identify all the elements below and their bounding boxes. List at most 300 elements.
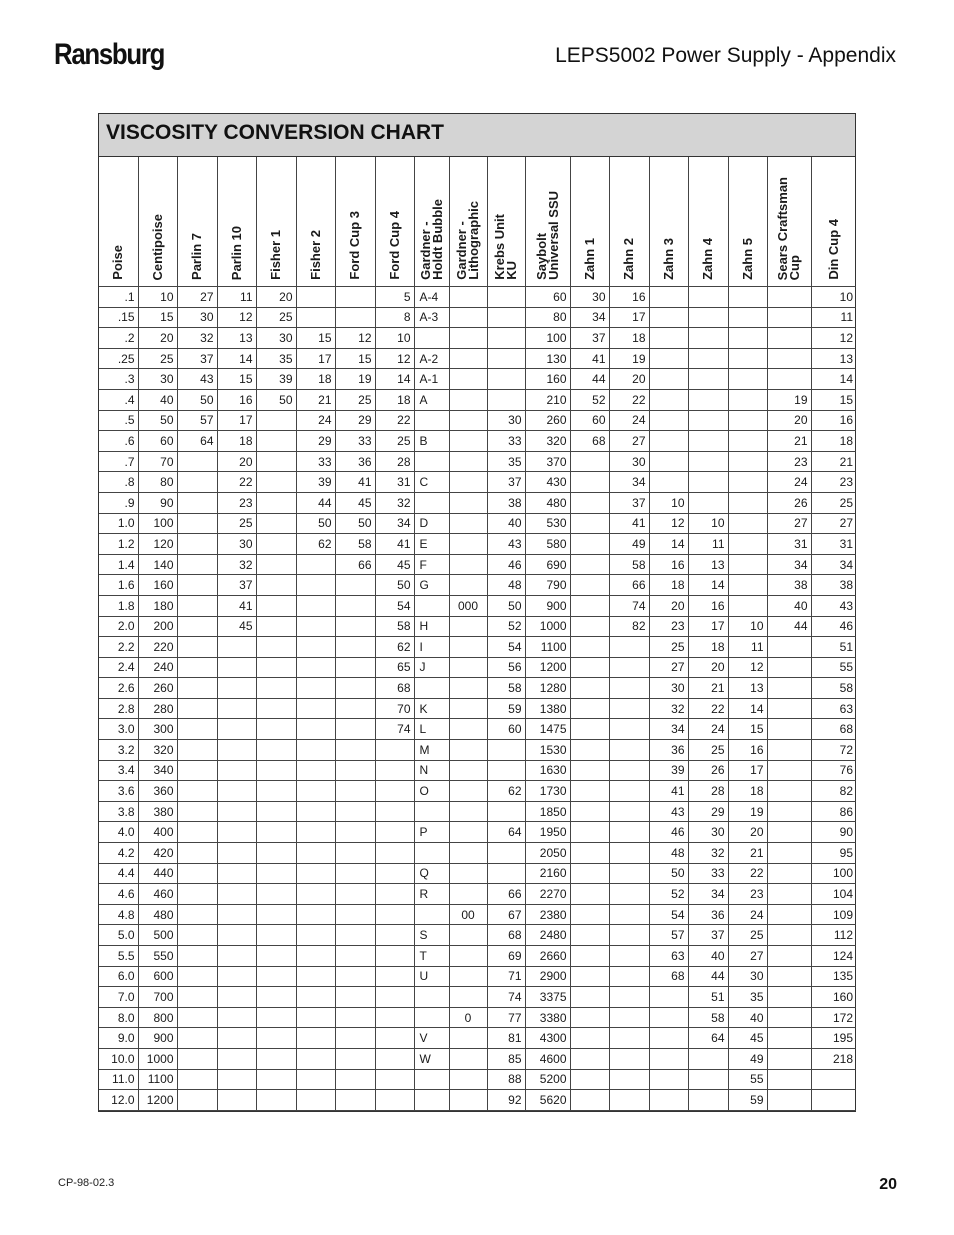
cell-fisher1 bbox=[256, 1069, 296, 1090]
cell-din4: 16 bbox=[811, 410, 856, 431]
column-label: Zahn 4 bbox=[700, 238, 715, 280]
column-header-din4 bbox=[811, 157, 856, 287]
column-header-ford3 bbox=[335, 157, 375, 287]
cell-sears bbox=[767, 1090, 811, 1111]
cell-parlin10: 11 bbox=[217, 287, 256, 308]
cell-ford3 bbox=[335, 1048, 375, 1069]
cell-saybolt: 3375 bbox=[525, 987, 570, 1008]
cell-centipoise: 70 bbox=[138, 451, 177, 472]
cell-saybolt: 2270 bbox=[525, 884, 570, 905]
cell-krebs bbox=[487, 307, 525, 328]
cell-parlin10: 13 bbox=[217, 328, 256, 349]
cell-krebs bbox=[487, 843, 525, 864]
cell-zahn5: 55 bbox=[728, 1069, 767, 1090]
cell-zahn1 bbox=[570, 863, 609, 884]
cell-zahn5: 21 bbox=[728, 843, 767, 864]
column-header-saybolt bbox=[525, 157, 570, 287]
cell-zahn4 bbox=[688, 431, 728, 452]
column-header-zahn3 bbox=[649, 157, 688, 287]
cell-zahn3: 10 bbox=[649, 492, 688, 513]
cell-saybolt: 5620 bbox=[525, 1090, 570, 1111]
cell-krebs bbox=[487, 369, 525, 390]
cell-centipoise: 20 bbox=[138, 328, 177, 349]
table-row bbox=[99, 1007, 856, 1028]
cell-zahn3: 23 bbox=[649, 616, 688, 637]
cell-krebs: 54 bbox=[487, 637, 525, 658]
cell-zahn4: 28 bbox=[688, 781, 728, 802]
cell-gardner_holdt: S bbox=[414, 925, 449, 946]
cell-zahn5: 14 bbox=[728, 698, 767, 719]
cell-parlin10 bbox=[217, 719, 256, 740]
cell-poise: 3.6 bbox=[99, 781, 138, 802]
cell-krebs: 46 bbox=[487, 554, 525, 575]
cell-zahn3 bbox=[649, 287, 688, 308]
column-header-krebs bbox=[487, 157, 525, 287]
table-row bbox=[99, 431, 856, 452]
table-row bbox=[99, 451, 856, 472]
cell-zahn3 bbox=[649, 1007, 688, 1028]
cell-parlin7 bbox=[177, 1028, 217, 1049]
cell-fisher1 bbox=[256, 575, 296, 596]
cell-sears: 21 bbox=[767, 431, 811, 452]
cell-centipoise: 25 bbox=[138, 348, 177, 369]
cell-gardner_litho: 000 bbox=[449, 595, 487, 616]
cell-zahn4: 18 bbox=[688, 637, 728, 658]
cell-gardner_litho bbox=[449, 863, 487, 884]
cell-zahn3: 12 bbox=[649, 513, 688, 534]
cell-saybolt: 320 bbox=[525, 431, 570, 452]
cell-krebs: 50 bbox=[487, 595, 525, 616]
cell-gardner_holdt: D bbox=[414, 513, 449, 534]
cell-parlin10 bbox=[217, 987, 256, 1008]
cell-zahn4: 40 bbox=[688, 946, 728, 967]
cell-zahn4: 26 bbox=[688, 760, 728, 781]
column-label: Zahn 2 bbox=[621, 238, 636, 280]
cell-ford4 bbox=[375, 946, 414, 967]
cell-zahn2 bbox=[609, 843, 649, 864]
cell-sears: 27 bbox=[767, 513, 811, 534]
table-row bbox=[99, 472, 856, 493]
cell-zahn4: 36 bbox=[688, 904, 728, 925]
cell-din4: 100 bbox=[811, 863, 856, 884]
cell-sears: 40 bbox=[767, 595, 811, 616]
cell-din4 bbox=[811, 1090, 856, 1111]
cell-saybolt: 60 bbox=[525, 287, 570, 308]
cell-zahn2: 20 bbox=[609, 369, 649, 390]
cell-ford4: 41 bbox=[375, 534, 414, 555]
cell-din4: 43 bbox=[811, 595, 856, 616]
cell-centipoise: 800 bbox=[138, 1007, 177, 1028]
cell-parlin10 bbox=[217, 966, 256, 987]
cell-krebs bbox=[487, 287, 525, 308]
cell-parlin7: 64 bbox=[177, 431, 217, 452]
cell-din4: 15 bbox=[811, 389, 856, 410]
cell-poise: 3.4 bbox=[99, 760, 138, 781]
cell-krebs bbox=[487, 389, 525, 410]
cell-zahn3 bbox=[649, 348, 688, 369]
cell-zahn1 bbox=[570, 534, 609, 555]
cell-gardner_holdt bbox=[414, 987, 449, 1008]
cell-zahn2 bbox=[609, 637, 649, 658]
document-title: LEPS5002 Power Supply - Appendix bbox=[555, 44, 896, 67]
cell-zahn2 bbox=[609, 884, 649, 905]
cell-zahn5 bbox=[728, 595, 767, 616]
cell-fisher2 bbox=[296, 616, 335, 637]
cell-ford3 bbox=[335, 616, 375, 637]
cell-gardner_litho bbox=[449, 616, 487, 637]
cell-zahn3 bbox=[649, 328, 688, 349]
cell-gardner_litho bbox=[449, 1069, 487, 1090]
cell-saybolt: 260 bbox=[525, 410, 570, 431]
cell-zahn1: 68 bbox=[570, 431, 609, 452]
cell-parlin10 bbox=[217, 1069, 256, 1090]
cell-centipoise: 60 bbox=[138, 431, 177, 452]
cell-fisher1 bbox=[256, 513, 296, 534]
cell-gardner_litho bbox=[449, 740, 487, 761]
cell-ford4: 14 bbox=[375, 369, 414, 390]
cell-zahn5: 22 bbox=[728, 863, 767, 884]
cell-fisher1 bbox=[256, 431, 296, 452]
cell-sears bbox=[767, 678, 811, 699]
cell-saybolt: 430 bbox=[525, 472, 570, 493]
cell-zahn5: 17 bbox=[728, 760, 767, 781]
column-label: Poise bbox=[110, 245, 126, 280]
cell-din4: 135 bbox=[811, 966, 856, 987]
cell-krebs: 40 bbox=[487, 513, 525, 534]
cell-gardner_holdt: I bbox=[414, 637, 449, 658]
cell-gardner_litho bbox=[449, 554, 487, 575]
cell-centipoise: 600 bbox=[138, 966, 177, 987]
cell-zahn1 bbox=[570, 1048, 609, 1069]
cell-saybolt: 2050 bbox=[525, 843, 570, 864]
cell-zahn3 bbox=[649, 410, 688, 431]
cell-fisher2 bbox=[296, 801, 335, 822]
cell-zahn5: 35 bbox=[728, 987, 767, 1008]
cell-zahn4 bbox=[688, 492, 728, 513]
cell-din4: 18 bbox=[811, 431, 856, 452]
cell-zahn5 bbox=[728, 472, 767, 493]
cell-fisher2 bbox=[296, 595, 335, 616]
cell-gardner_litho bbox=[449, 492, 487, 513]
cell-parlin10 bbox=[217, 843, 256, 864]
cell-din4: 112 bbox=[811, 925, 856, 946]
cell-fisher1 bbox=[256, 410, 296, 431]
cell-gardner_holdt: C bbox=[414, 472, 449, 493]
cell-ford3 bbox=[335, 822, 375, 843]
cell-gardner_holdt bbox=[414, 1069, 449, 1090]
column-header-sears bbox=[767, 157, 811, 287]
cell-gardner_litho bbox=[449, 781, 487, 802]
cell-fisher2 bbox=[296, 698, 335, 719]
cell-krebs: 33 bbox=[487, 431, 525, 452]
cell-sears bbox=[767, 698, 811, 719]
cell-zahn2 bbox=[609, 698, 649, 719]
cell-zahn4: 21 bbox=[688, 678, 728, 699]
cell-zahn1: 60 bbox=[570, 410, 609, 431]
table-row bbox=[99, 925, 856, 946]
cell-fisher1 bbox=[256, 781, 296, 802]
cell-gardner_holdt: V bbox=[414, 1028, 449, 1049]
cell-poise: 2.2 bbox=[99, 637, 138, 658]
column-label: Din Cup 4 bbox=[825, 219, 841, 280]
table-row bbox=[99, 987, 856, 1008]
cell-zahn3: 52 bbox=[649, 884, 688, 905]
cell-gardner_holdt bbox=[414, 1090, 449, 1111]
cell-zahn1 bbox=[570, 1069, 609, 1090]
cell-parlin7: 37 bbox=[177, 348, 217, 369]
cell-zahn3: 18 bbox=[649, 575, 688, 596]
viscosity-table bbox=[99, 157, 856, 1111]
cell-zahn3: 16 bbox=[649, 554, 688, 575]
cell-parlin10 bbox=[217, 1090, 256, 1111]
cell-zahn2: 82 bbox=[609, 616, 649, 637]
cell-krebs: 85 bbox=[487, 1048, 525, 1069]
cell-poise: 8.0 bbox=[99, 1007, 138, 1028]
cell-gardner_litho: 00 bbox=[449, 904, 487, 925]
cell-parlin7 bbox=[177, 904, 217, 925]
cell-fisher1 bbox=[256, 492, 296, 513]
cell-fisher2 bbox=[296, 987, 335, 1008]
cell-zahn5: 13 bbox=[728, 678, 767, 699]
cell-zahn1 bbox=[570, 451, 609, 472]
cell-krebs: 43 bbox=[487, 534, 525, 555]
cell-fisher2: 50 bbox=[296, 513, 335, 534]
cell-poise: 3.2 bbox=[99, 740, 138, 761]
cell-krebs: 35 bbox=[487, 451, 525, 472]
table-row bbox=[99, 740, 856, 761]
cell-centipoise: 10 bbox=[138, 287, 177, 308]
column-label: Parlin 10 bbox=[228, 225, 244, 280]
cell-poise: 9.0 bbox=[99, 1028, 138, 1049]
cell-parlin7 bbox=[177, 1090, 217, 1111]
cell-din4: 195 bbox=[811, 1028, 856, 1049]
cell-zahn4: 30 bbox=[688, 822, 728, 843]
cell-sears bbox=[767, 987, 811, 1008]
cell-zahn1 bbox=[570, 492, 609, 513]
cell-sears bbox=[767, 843, 811, 864]
cell-parlin7 bbox=[177, 534, 217, 555]
cell-gardner_litho bbox=[449, 1028, 487, 1049]
cell-ford3 bbox=[335, 863, 375, 884]
cell-parlin7 bbox=[177, 925, 217, 946]
cell-centipoise: 900 bbox=[138, 1028, 177, 1049]
cell-sears bbox=[767, 637, 811, 658]
brand-logo: Ransburg bbox=[54, 38, 165, 71]
cell-parlin10: 15 bbox=[217, 369, 256, 390]
cell-zahn1 bbox=[570, 884, 609, 905]
cell-parlin7 bbox=[177, 1069, 217, 1090]
cell-zahn2 bbox=[609, 719, 649, 740]
cell-zahn3: 20 bbox=[649, 595, 688, 616]
cell-sears: 31 bbox=[767, 534, 811, 555]
table-row bbox=[99, 575, 856, 596]
cell-din4: 86 bbox=[811, 801, 856, 822]
cell-parlin7 bbox=[177, 863, 217, 884]
cell-zahn2: 58 bbox=[609, 554, 649, 575]
cell-ford3: 19 bbox=[335, 369, 375, 390]
cell-gardner_litho bbox=[449, 884, 487, 905]
cell-zahn4 bbox=[688, 348, 728, 369]
cell-poise: 5.0 bbox=[99, 925, 138, 946]
cell-saybolt: 1000 bbox=[525, 616, 570, 637]
cell-gardner_litho bbox=[449, 822, 487, 843]
cell-saybolt: 3380 bbox=[525, 1007, 570, 1028]
cell-poise: .5 bbox=[99, 410, 138, 431]
cell-poise: 1.8 bbox=[99, 595, 138, 616]
cell-gardner_holdt bbox=[414, 595, 449, 616]
column-label: Ford Cup 4 bbox=[386, 211, 402, 280]
cell-parlin7 bbox=[177, 492, 217, 513]
cell-fisher2 bbox=[296, 657, 335, 678]
cell-fisher1: 20 bbox=[256, 287, 296, 308]
column-header-gardner_litho bbox=[449, 157, 487, 287]
chart-title: VISCOSITY CONVERSION CHART bbox=[99, 114, 855, 157]
cell-centipoise: 440 bbox=[138, 863, 177, 884]
cell-parlin10: 16 bbox=[217, 389, 256, 410]
cell-sears bbox=[767, 946, 811, 967]
cell-din4: 13 bbox=[811, 348, 856, 369]
cell-saybolt: 2480 bbox=[525, 925, 570, 946]
cell-krebs: 60 bbox=[487, 719, 525, 740]
column-label: Zahn 5 bbox=[739, 238, 755, 280]
cell-zahn3: 14 bbox=[649, 534, 688, 555]
table-row bbox=[99, 616, 856, 637]
cell-gardner_litho bbox=[449, 637, 487, 658]
cell-din4: 46 bbox=[811, 616, 856, 637]
cell-sears: 24 bbox=[767, 472, 811, 493]
cell-gardner_holdt: B bbox=[414, 431, 449, 452]
cell-saybolt: 1630 bbox=[525, 760, 570, 781]
cell-parlin10: 45 bbox=[217, 616, 256, 637]
cell-parlin7 bbox=[177, 946, 217, 967]
cell-zahn2: 66 bbox=[609, 575, 649, 596]
column-label: Gardner - Holdt Bubble bbox=[417, 199, 445, 280]
cell-parlin10: 12 bbox=[217, 307, 256, 328]
cell-saybolt: 2900 bbox=[525, 966, 570, 987]
cell-zahn5: 49 bbox=[728, 1048, 767, 1069]
cell-din4: 76 bbox=[811, 760, 856, 781]
cell-saybolt: 1100 bbox=[525, 637, 570, 658]
cell-zahn1 bbox=[570, 472, 609, 493]
cell-zahn4: 24 bbox=[688, 719, 728, 740]
cell-zahn3 bbox=[649, 451, 688, 472]
cell-fisher1 bbox=[256, 698, 296, 719]
cell-sears bbox=[767, 1028, 811, 1049]
column-header-ford4 bbox=[375, 157, 414, 287]
cell-zahn2 bbox=[609, 1028, 649, 1049]
cell-parlin7 bbox=[177, 678, 217, 699]
cell-gardner_litho bbox=[449, 801, 487, 822]
cell-ford4 bbox=[375, 843, 414, 864]
cell-din4: 21 bbox=[811, 451, 856, 472]
cell-zahn2 bbox=[609, 966, 649, 987]
cell-saybolt: 900 bbox=[525, 595, 570, 616]
cell-zahn4 bbox=[688, 287, 728, 308]
cell-din4: 34 bbox=[811, 554, 856, 575]
cell-poise: 7.0 bbox=[99, 987, 138, 1008]
cell-poise: 4.4 bbox=[99, 863, 138, 884]
cell-zahn5: 19 bbox=[728, 801, 767, 822]
cell-gardner_litho: 0 bbox=[449, 1007, 487, 1028]
cell-zahn2 bbox=[609, 740, 649, 761]
cell-gardner_holdt: O bbox=[414, 781, 449, 802]
cell-centipoise: 420 bbox=[138, 843, 177, 864]
cell-poise: 3.8 bbox=[99, 801, 138, 822]
cell-din4: 160 bbox=[811, 987, 856, 1008]
cell-poise: 11.0 bbox=[99, 1069, 138, 1090]
cell-ford4 bbox=[375, 760, 414, 781]
cell-zahn2: 41 bbox=[609, 513, 649, 534]
cell-parlin10: 23 bbox=[217, 492, 256, 513]
cell-parlin7 bbox=[177, 1048, 217, 1069]
cell-zahn2 bbox=[609, 657, 649, 678]
cell-ford4 bbox=[375, 884, 414, 905]
cell-ford3 bbox=[335, 987, 375, 1008]
cell-parlin7 bbox=[177, 637, 217, 658]
cell-zahn4 bbox=[688, 1090, 728, 1111]
cell-zahn3: 43 bbox=[649, 801, 688, 822]
cell-zahn4 bbox=[688, 369, 728, 390]
cell-ford3: 45 bbox=[335, 492, 375, 513]
table-header bbox=[99, 157, 856, 287]
cell-zahn3 bbox=[649, 389, 688, 410]
cell-ford3 bbox=[335, 287, 375, 308]
cell-zahn5: 16 bbox=[728, 740, 767, 761]
cell-gardner_holdt bbox=[414, 492, 449, 513]
cell-parlin10 bbox=[217, 678, 256, 699]
cell-gardner_holdt: W bbox=[414, 1048, 449, 1069]
cell-parlin7: 57 bbox=[177, 410, 217, 431]
cell-krebs: 77 bbox=[487, 1007, 525, 1028]
cell-ford3 bbox=[335, 1069, 375, 1090]
cell-zahn3: 41 bbox=[649, 781, 688, 802]
cell-gardner_holdt: M bbox=[414, 740, 449, 761]
cell-ford4: 62 bbox=[375, 637, 414, 658]
cell-zahn1: 30 bbox=[570, 287, 609, 308]
cell-fisher1 bbox=[256, 657, 296, 678]
cell-saybolt: 4300 bbox=[525, 1028, 570, 1049]
cell-centipoise: 500 bbox=[138, 925, 177, 946]
column-label: Parlin 7 bbox=[189, 233, 204, 280]
cell-krebs: 30 bbox=[487, 410, 525, 431]
cell-zahn3: 48 bbox=[649, 843, 688, 864]
table-row bbox=[99, 1028, 856, 1049]
cell-zahn4: 25 bbox=[688, 740, 728, 761]
cell-parlin10 bbox=[217, 925, 256, 946]
cell-poise: 4.8 bbox=[99, 904, 138, 925]
table-row bbox=[99, 410, 856, 431]
cell-zahn4: 10 bbox=[688, 513, 728, 534]
cell-ford3 bbox=[335, 1028, 375, 1049]
cell-gardner_litho bbox=[449, 843, 487, 864]
cell-din4: 23 bbox=[811, 472, 856, 493]
cell-fisher2 bbox=[296, 822, 335, 843]
cell-krebs: 52 bbox=[487, 616, 525, 637]
column-label: Fisher 1 bbox=[268, 230, 283, 280]
cell-ford3 bbox=[335, 1007, 375, 1028]
table-row bbox=[99, 513, 856, 534]
cell-din4: 38 bbox=[811, 575, 856, 596]
cell-centipoise: 460 bbox=[138, 884, 177, 905]
cell-din4: 90 bbox=[811, 822, 856, 843]
cell-gardner_litho bbox=[449, 987, 487, 1008]
cell-zahn1 bbox=[570, 946, 609, 967]
cell-ford4: 8 bbox=[375, 307, 414, 328]
cell-zahn2: 30 bbox=[609, 451, 649, 472]
cell-sears bbox=[767, 884, 811, 905]
cell-ford3 bbox=[335, 740, 375, 761]
cell-krebs bbox=[487, 863, 525, 884]
